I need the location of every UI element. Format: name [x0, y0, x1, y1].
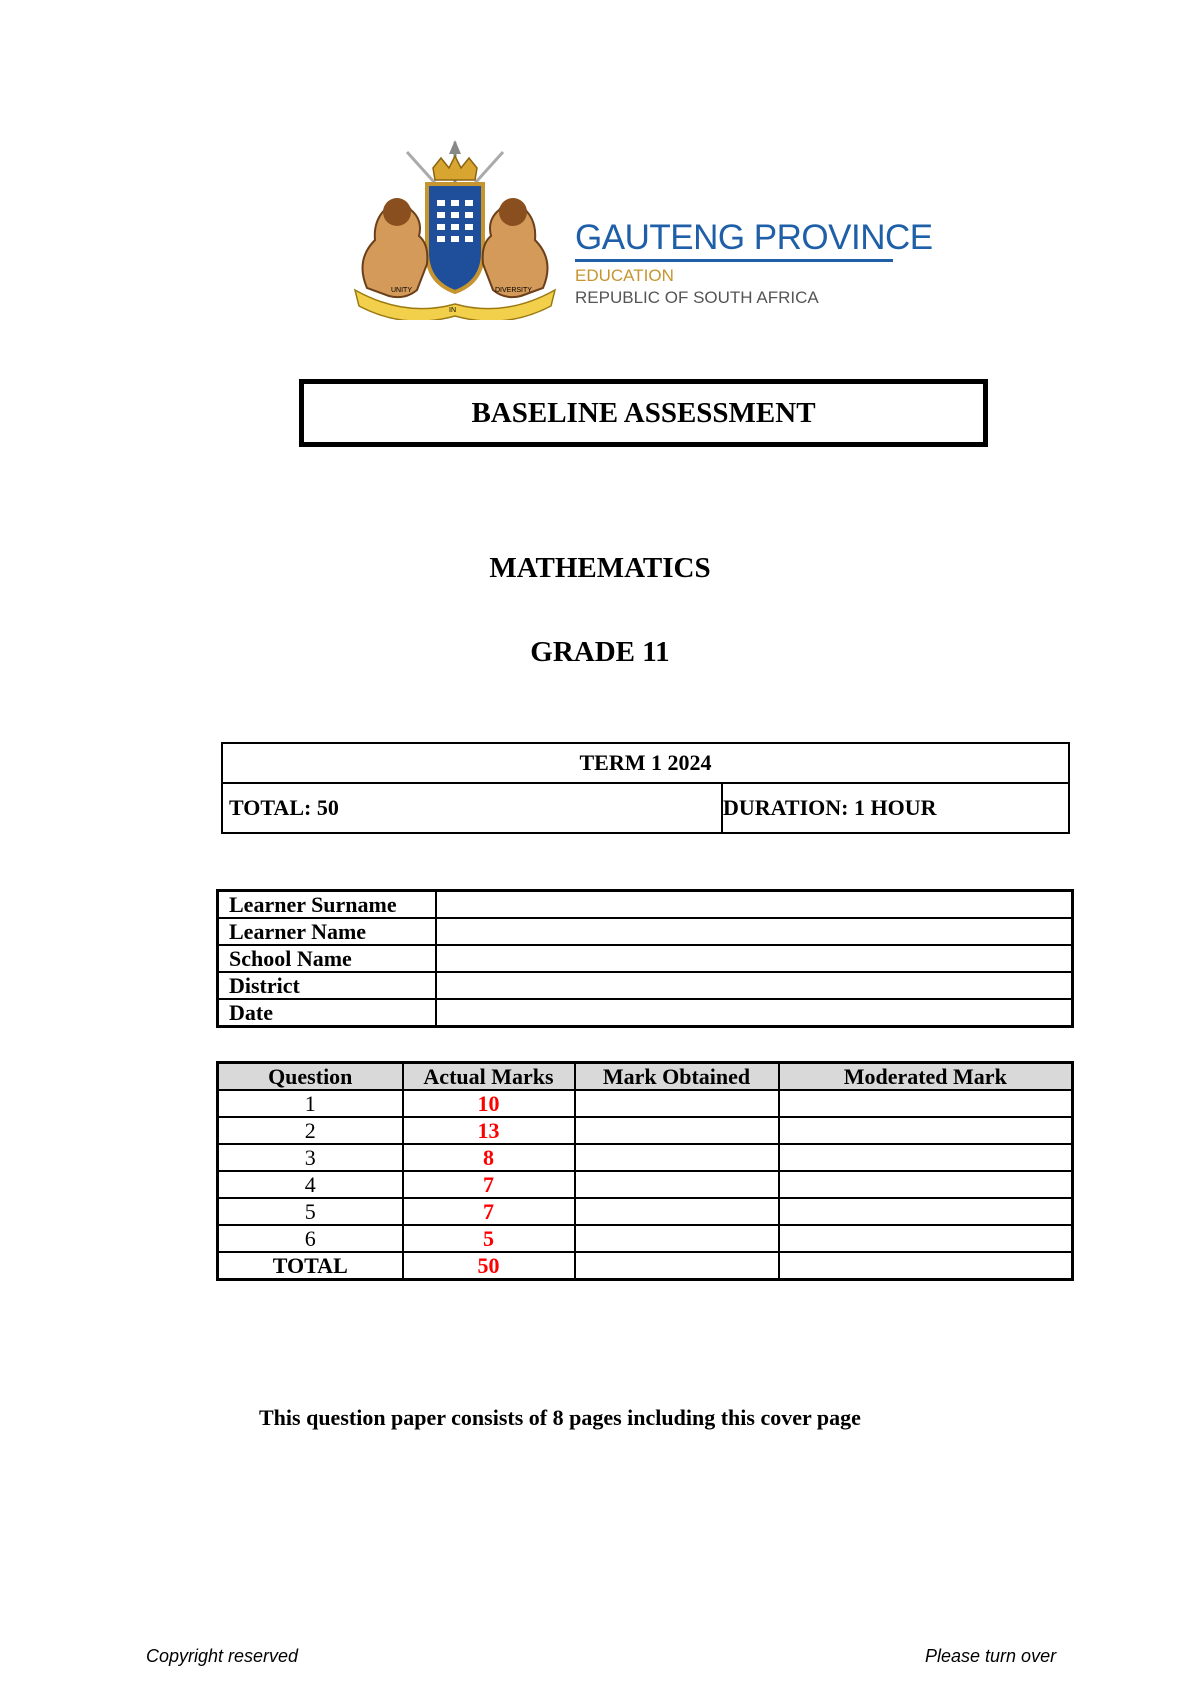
learner-field-row: [218, 945, 1073, 972]
term-cell: TERM 1 2024: [222, 743, 1069, 783]
learner-field-input[interactable]: [436, 972, 1073, 999]
learner-field-input[interactable]: [436, 945, 1073, 972]
marks-total-row: [218, 1252, 1073, 1280]
logo-underline: [575, 259, 893, 262]
mark-obtained-cell[interactable]: [575, 1144, 779, 1171]
learner-field-label: School Name: [218, 945, 437, 972]
mark-obtained-cell[interactable]: [575, 1198, 779, 1225]
header-question: Question: [218, 1063, 403, 1091]
mark-obtained-cell[interactable]: [575, 1171, 779, 1198]
logo-brand-name: GAUTENG PROVINCE: [575, 218, 933, 257]
learner-field-input[interactable]: [436, 891, 1073, 919]
assessment-title: BASELINE ASSESSMENT: [471, 396, 816, 429]
learner-field-label: Learner Surname: [218, 891, 437, 919]
question-cell: 1: [218, 1090, 403, 1117]
learner-field-row: [218, 999, 1073, 1027]
duration-cell: DURATION: 1 HOUR: [722, 783, 1069, 833]
moderated-mark-cell[interactable]: [779, 1117, 1073, 1144]
logo-department: EDUCATION: [575, 266, 674, 285]
marks-row: [218, 1171, 1073, 1198]
marks-table: [216, 1061, 1074, 1281]
actual-marks-cell: 50: [403, 1252, 575, 1280]
marks-row: [218, 1117, 1073, 1144]
mark-obtained-cell[interactable]: [575, 1252, 779, 1280]
assessment-title-box: [299, 379, 988, 447]
svg-text:DIVERSITY: DIVERSITY: [495, 287, 532, 294]
question-cell: 3: [218, 1144, 403, 1171]
marks-row: [218, 1198, 1073, 1225]
moderated-mark-cell[interactable]: [779, 1252, 1073, 1280]
moderated-mark-cell[interactable]: [779, 1198, 1073, 1225]
gauteng-logo: [345, 140, 933, 320]
moderated-mark-cell[interactable]: [779, 1225, 1073, 1252]
footer-copyright: Copyright reserved: [146, 1646, 299, 1666]
moderated-mark-cell[interactable]: [779, 1144, 1073, 1171]
moderated-mark-cell[interactable]: [779, 1171, 1073, 1198]
svg-text:UNITY: UNITY: [391, 287, 412, 294]
header-actual-marks: Actual Marks: [403, 1063, 575, 1091]
learner-field-input[interactable]: [436, 918, 1073, 945]
header-mark-obtained: Mark Obtained: [575, 1063, 779, 1091]
learner-field-label: Date: [218, 999, 437, 1027]
learner-field-label: District: [218, 972, 437, 999]
question-cell: 6: [218, 1225, 403, 1252]
mark-obtained-cell[interactable]: [575, 1090, 779, 1117]
subject-heading: MATHEMATICS: [489, 552, 711, 584]
question-cell: 4: [218, 1171, 403, 1198]
marks-row: [218, 1144, 1073, 1171]
info-table: [221, 742, 1070, 834]
moderated-mark-cell[interactable]: [779, 1090, 1073, 1117]
info-row-total-duration: [222, 783, 1069, 833]
learner-field-row: [218, 918, 1073, 945]
learner-field-row: [218, 891, 1073, 919]
marks-row: [218, 1090, 1073, 1117]
actual-marks-cell: 8: [403, 1144, 575, 1171]
actual-marks-cell: 5: [403, 1225, 575, 1252]
svg-text:IN: IN: [449, 307, 456, 314]
question-cell: 5: [218, 1198, 403, 1225]
header-moderated-mark: Moderated Mark: [779, 1063, 1073, 1091]
grade-heading: GRADE 11: [530, 636, 670, 668]
footer-turn-over: Please turn over: [925, 1646, 1057, 1666]
learner-field-label: Learner Name: [218, 918, 437, 945]
learner-field-row: [218, 972, 1073, 999]
mark-obtained-cell[interactable]: [575, 1225, 779, 1252]
mark-obtained-cell[interactable]: [575, 1117, 779, 1144]
learner-details-table: [216, 889, 1074, 1028]
coat-of-arms-icon: [345, 140, 565, 320]
actual-marks-cell: 13: [403, 1117, 575, 1144]
marks-header-row: [218, 1063, 1073, 1091]
learner-field-input[interactable]: [436, 999, 1073, 1027]
actual-marks-cell: 7: [403, 1198, 575, 1225]
actual-marks-cell: 7: [403, 1171, 575, 1198]
marks-row: [218, 1225, 1073, 1252]
info-row-term: [222, 743, 1069, 783]
page-count-note: This question paper consists of 8 pages including this cover page: [259, 1405, 861, 1430]
question-cell: 2: [218, 1117, 403, 1144]
logo-country: REPUBLIC OF SOUTH AFRICA: [575, 288, 819, 307]
total-cell: TOTAL: 50: [222, 783, 722, 833]
actual-marks-cell: 10: [403, 1090, 575, 1117]
question-cell: TOTAL: [218, 1252, 403, 1280]
